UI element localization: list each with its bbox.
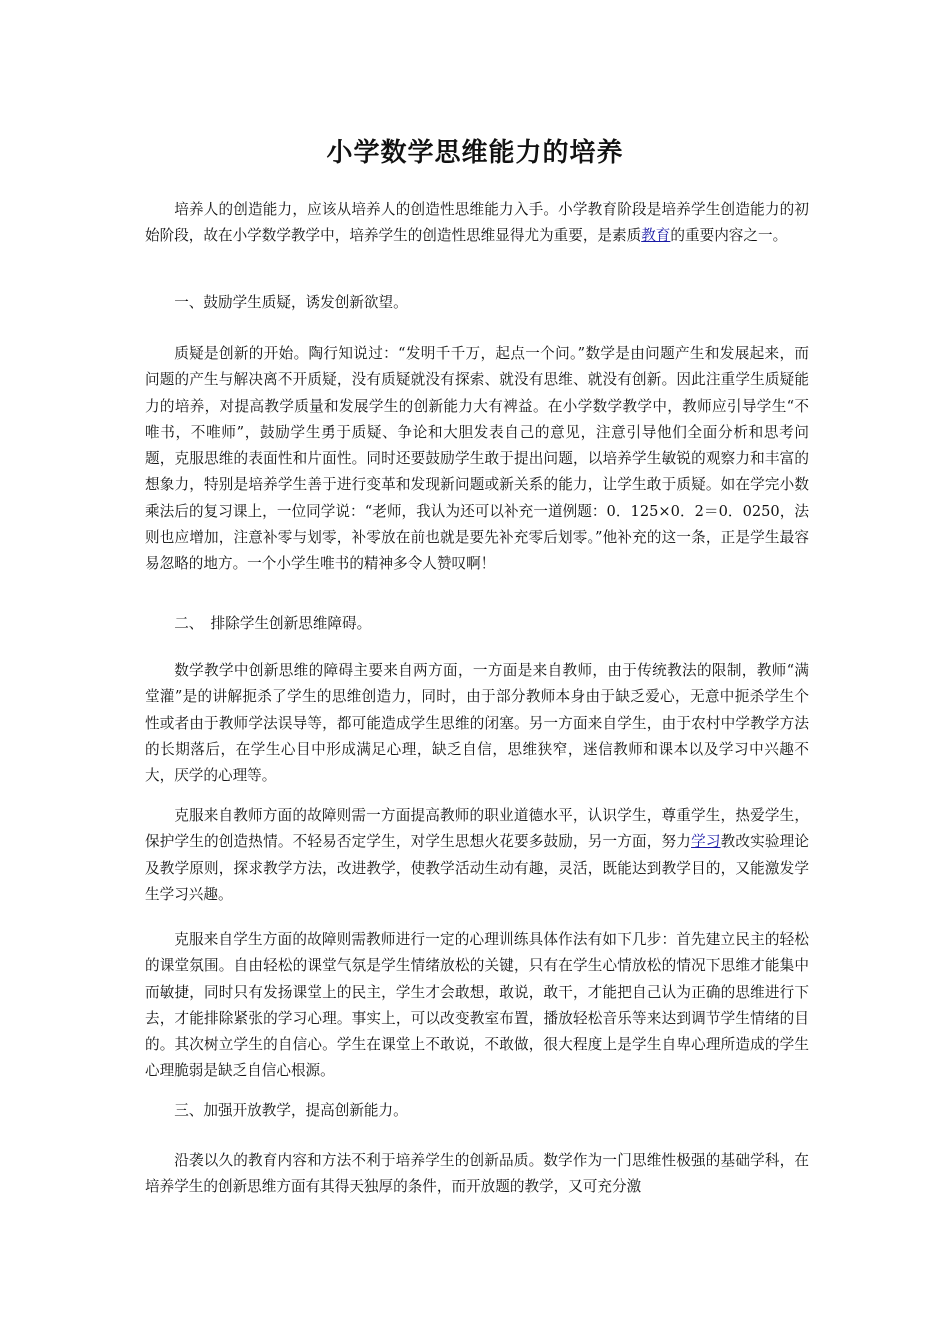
- education-link[interactable]: 教育: [641, 227, 671, 245]
- section-heading-3: 三、加强开放教学，提高创新能力。: [174, 1102, 408, 1119]
- paragraph-open-teaching: 沿袭以久的教育内容和方法不利于培养学生的创新品质。数学作为一门思维性极强的基础学科，在培养学生的创新思维方面有其得天独厚的条件，而开放题的教学，又可充分激: [145, 1152, 809, 1196]
- document-title: 小学数学思维能力的培养: [326, 138, 624, 168]
- paragraph-student-side: 克服来自学生方面的故障则需教师进行一定的心理训练具体作法有如下几步：首先建立民主的轻松的课堂氛围。自由轻松的课堂气氛是学生情绪放松的关键，只有在学生心情放松的情况下思维才能集中而敏捷，同时只有发扬课堂上的民主，学生才会敢想，敢说，敢干，才能把自己认为正确的思维进行下去，才能排除紧张的学习心理。事实上，可以改变教室布置，播放轻松音乐等来达到调节学生情绪的目的。其次树立学生的自信心。学生在课堂上不敢说，不敢做，很大程度上是学生自卑心理所造成的学生心理脆弱是缺乏自信心根源。: [145, 931, 809, 1080]
- paragraph-teacher-side: [145, 803, 809, 908]
- paragraph-questioning: 质疑是创新的开始。陶行知说过：“发明千千万，起点一个问。”数学是由问题产生和发展起来，而问题的产生与解决离不开质疑，没有质疑就没有探索、就没有思维、就没有创新。因此注重学生质疑能力的培养，对提高教学质量和发展学生的创新能力大有裨益。在小学数学教学中，教师应引导学生“不唯书，不唯师”，鼓励学生勇于质疑、争论和大胆发表自己的意见，注意引导他们全面分析和思考问题，克服思维的表面性和片面性。同时还要鼓励学生敢于提出问题，以培养学生敏锐的观察力和丰富的想象力，特别是培养学生善于进行变革和发现新问题或新关系的能力，让学生敢于质疑。如在学完小数乘法后的复习课上，一位同学说：“老师，我认为还可以补充一道例题：0．125×0．2＝0．0250，法则也应增加，注意补零与划零，补零放在前也就是要先补充零后划零。”他补充的这一条，正是学生最容易忽略的地方。一个小学生唯书的精神多令人赞叹啊！: [145, 345, 809, 573]
- intro-text-end: 的重要内容之一。: [670, 227, 788, 245]
- intro-text: 培养人的创造能力，应该从培养人的创造性思维能力入手。小学教育阶段是培养学生创造能力的初始阶段，故在小学数学教学中，培养学生的创造性思维显得尤为重要，是素质: [145, 201, 809, 245]
- teacher-side-text-end: 教改实验理论及教学原则，探求教学方法，改进教学，使教学活动生动有趣，灵活，既能达到教学目的，又能激发学生学习兴趣。: [145, 833, 809, 903]
- section-heading-2: 二、 排除学生创新思维障碍。: [174, 615, 372, 632]
- study-link[interactable]: 学习: [691, 833, 721, 851]
- teacher-side-text: 克服来自教师方面的故障则需一方面提高教师的职业道德水平，认识学生，尊重学生，热爱学生，保护学生的创造热情。不轻易否定学生，对学生思想火花要多鼓励，另一方面，努力: [145, 807, 809, 851]
- intro-paragraph: [145, 197, 809, 250]
- paragraph-obstacles: 数学教学中创新思维的障碍主要来自两方面，一方面是来自教师，由于传统教法的限制，教师“满堂灌”是的讲解扼杀了学生的思维创造力，同时，由于部分教师本身由于缺乏爱心，无意中扼杀学生个性或者由于教师学法误导等，都可能造成学生思维的闭塞。另一方面来自学生，由于农村中学教学方法的长期落后，在学生心目中形成满足心理，缺乏自信，思维狭窄，迷信教师和课本以及学习中兴趣不大，厌学的心理等。: [145, 662, 809, 785]
- section-heading-1: 一、鼓励学生质疑，诱发创新欲望。: [174, 294, 408, 311]
